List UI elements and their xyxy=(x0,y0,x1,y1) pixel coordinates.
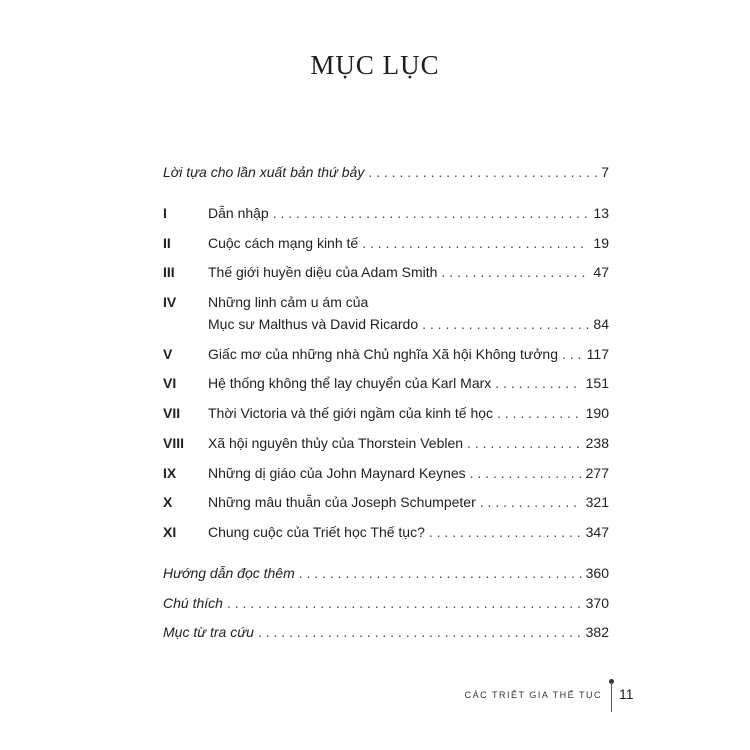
toc-entry-page: 238 xyxy=(585,435,609,451)
toc-entry-page: 13 xyxy=(593,205,609,221)
toc-entry-chapter-5 xyxy=(163,343,609,365)
toc-entry-title: Hướng dẫn đọc thêm xyxy=(163,565,295,581)
chapter-number: II xyxy=(163,235,171,251)
toc-entry-chapter-4-line1 xyxy=(163,291,609,313)
footer-divider xyxy=(611,682,612,712)
toc-entry-page: 382 xyxy=(585,624,609,640)
chapter-number: VII xyxy=(163,405,181,421)
dot-leader xyxy=(495,372,581,394)
toc-entry-page: 47 xyxy=(593,264,609,280)
toc-entry-page: 360 xyxy=(585,565,609,581)
toc-entry-title: Thời Victoria và thế giới ngầm của kinh tế học xyxy=(208,405,494,421)
toc-entry-title: Cuộc cách mạng kinh tế xyxy=(208,235,359,251)
dot-leader xyxy=(497,402,582,424)
chapter-number: XI xyxy=(163,524,177,540)
toc-entry-title: Chung cuộc của Triết học Thế tục? xyxy=(208,524,425,540)
dot-leader xyxy=(480,491,582,513)
dot-leader xyxy=(467,432,582,454)
toc-entry-page: 84 xyxy=(593,316,609,332)
toc-entry-title-line1: Những linh cảm u ám của xyxy=(208,294,369,310)
toc-entry-chapter-8 xyxy=(163,432,609,454)
chapter-number: V xyxy=(163,346,173,362)
toc-entry-page: 117 xyxy=(586,346,609,362)
toc-entry-chapter-9 xyxy=(163,462,609,484)
dot-leader xyxy=(258,621,582,643)
toc-entry-title: Thế giới huyền diệu của Adam Smith xyxy=(208,264,438,280)
dot-leader xyxy=(362,232,589,254)
toc-entry-title: Những mâu thuẫn của Joseph Schumpeter xyxy=(208,494,476,510)
toc-entry-title: Mục từ tra cứu xyxy=(163,624,254,640)
chapter-number: VI xyxy=(163,375,177,391)
dot-leader xyxy=(273,202,590,224)
toc-entry-page: 277 xyxy=(585,465,609,481)
running-footer-book-title: CÁC TRIẾT GIA THẾ TỤC xyxy=(464,690,602,700)
chapter-number: VIII xyxy=(163,435,185,451)
toc-entry-title: Lời tựa cho lần xuất bản thứ bảy xyxy=(163,164,365,180)
toc-entry-title: Mục sư Malthus và David Ricardo xyxy=(208,316,419,332)
toc-entry-further-reading xyxy=(163,562,609,584)
dot-leader xyxy=(429,521,582,543)
toc-entry-index xyxy=(163,621,609,643)
toc-entry-page: 347 xyxy=(585,524,609,540)
dot-leader xyxy=(422,313,589,335)
toc-entry-page: 19 xyxy=(593,235,609,251)
footer-page-number: 11 xyxy=(619,686,634,702)
page-title: MỤC LỤC xyxy=(310,50,440,80)
dot-leader xyxy=(227,592,582,614)
toc-entry-title: Hệ thống không thể lay chuyển của Karl Marx xyxy=(208,375,492,391)
chapter-number: X xyxy=(163,494,173,510)
toc-entry-chapter-3 xyxy=(163,261,609,283)
dot-leader xyxy=(562,343,583,365)
toc-entry-chapter-1 xyxy=(163,202,609,224)
toc-entry-chapter-7 xyxy=(163,402,609,424)
toc-entry-chapter-4 xyxy=(163,313,609,335)
chapter-number: III xyxy=(163,264,175,280)
toc-entry-page: 370 xyxy=(585,595,609,611)
dot-leader xyxy=(299,562,582,584)
toc-entry-preface xyxy=(163,161,609,183)
toc-entry-notes xyxy=(163,592,609,614)
toc-entry-title: Những dị giáo của John Maynard Keynes xyxy=(208,465,466,481)
dot-leader xyxy=(470,462,582,484)
toc-entry-title: Dẫn nhập xyxy=(208,205,269,221)
toc-entry-page: 190 xyxy=(585,405,609,421)
toc-entry-chapter-6 xyxy=(163,372,609,394)
toc-entry-chapter-2 xyxy=(163,232,609,254)
toc-entry-chapter-11 xyxy=(163,521,609,543)
toc-entry-page: 7 xyxy=(601,164,609,180)
toc-entry-title: Chú thích xyxy=(163,595,223,611)
toc-entry-chapter-10 xyxy=(163,491,609,513)
toc-entry-title: Giấc mơ của những nhà Chủ nghĩa Xã hội Không tưởng xyxy=(208,346,558,362)
toc-entry-title: Xã hội nguyên thủy của Thorstein Veblen xyxy=(208,435,464,451)
chapter-number: IV xyxy=(163,294,177,310)
toc-entry-page: 321 xyxy=(585,494,609,510)
chapter-number: IX xyxy=(163,465,177,481)
dot-leader xyxy=(441,261,589,283)
dot-leader xyxy=(368,161,597,183)
toc-entry-page: 151 xyxy=(585,375,609,391)
chapter-number: I xyxy=(163,205,167,221)
